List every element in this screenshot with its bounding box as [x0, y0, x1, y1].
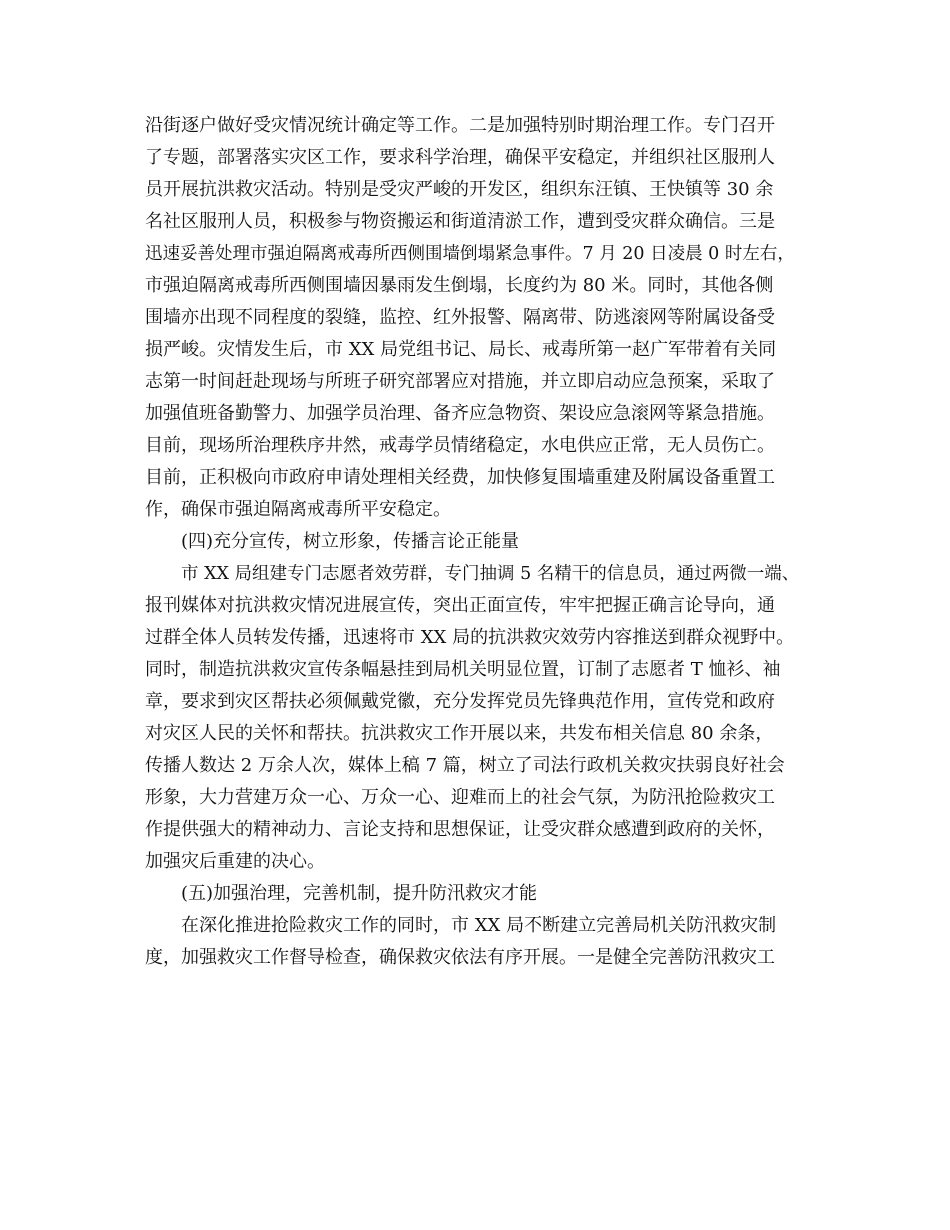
text-line: 章，要求到灾区帮扶必须佩戴党徽，充分发挥党员先锋典范作用，宣传党和政府 [145, 691, 775, 712]
text-line: 作，确保市强迫隔离戒毒所平安稳定。 [145, 499, 451, 520]
text-line: 名社区服刑人员，积极参与物资搬运和街道清淤工作，遭到受灾群众确信。三是 [145, 211, 775, 232]
text-line: 传播人数达 2 万余人次，媒体上稿 7 篇，树立了司法行政机关救灾扶弱良好社会 [145, 755, 785, 776]
text-line: 沿街逐户做好受灾情况统计确定等工作。二是加强特别时期治理工作。专门召开 [145, 115, 775, 136]
text-line: 对灾区人民的关怀和帮扶。抗洪救灾工作开展以来，共发布相关信息 80 余条， [145, 723, 774, 744]
text-line: 了专题，部署落实灾区工作，要求科学治理，确保平安稳定，并组织社区服刑人 [145, 147, 775, 168]
text-line: 形象，大力营建万众一心、万众一心、迎难而上的社会气氛，为防汛抢险救灾工 [145, 787, 775, 808]
text-line: 围墙亦出现不同程度的裂缝，监控、红外报警、隔离带、防逃滚网等附属设备受 [145, 307, 775, 328]
text-line: 志第一时间赶赴现场与所班子研究部署应对措施，并立即启动应急预案，采取了 [145, 371, 775, 392]
document-body [145, 110, 810, 974]
paragraph-first-line: 在深化推进抢险救灾工作的同时，市 XX 局不断建立完善局机关防汛救灾制 [181, 915, 777, 936]
text-line: 迅速妥善处理市强迫隔离戒毒所西侧围墙倒塌紧急事件。7 月 20 日凌晨 0 时左右， [145, 244, 795, 264]
text-line: 加强灾后重建的决心。 [145, 851, 325, 872]
text-line: 市强迫隔离戒毒所西侧围墙因暴雨发生倒塌，长度约为 80 米。同时，其他各侧 [145, 275, 774, 296]
text-line: 过群全体人员转发传播，迅速将市 XX 局的抗洪救灾效劳内容推送到群众视野中。 [145, 627, 795, 648]
text-line: 目前，现场所治理秩序井然，戒毒学员情绪稳定，水电供应正常，无人员伤亡。 [145, 435, 775, 456]
text-line: 加强值班备勤警力、加强学员治理、备齐应急物资、架设应急滚网等紧急措施。 [145, 403, 775, 424]
text-line: 目前，正积极向市政府申请处理相关经费，加快修复围墙重建及附属设备重置工 [145, 467, 775, 488]
text-line: 作提供强大的精神动力、言论支持和思想保证，让受灾群众感遭到政府的关怀， [145, 819, 775, 840]
section-heading-5: (五)加强治理，完善机制，提升防汛救灾才能 [181, 883, 538, 904]
text-line: 员开展抗洪救灾活动。特别是受灾严峻的开发区，组织东汪镇、王快镇等 30 余 [145, 179, 774, 200]
paragraph-first-line: 市 XX 局组建专门志愿者效劳群，专门抽调 5 名精干的信息员，通过两微一端、 [181, 564, 800, 584]
text-line: 损严峻。灾情发生后，市 XX 局党组书记、局长、戒毒所第一赵广军带着有关同 [145, 339, 777, 360]
text-line: 同时，制造抗洪救灾宣传条幅悬挂到局机关明显位置，订制了志愿者 T 恤衫、袖 [145, 659, 781, 680]
section-heading-4: (四)充分宣传，树立形象，传播言论正能量 [181, 531, 520, 552]
text-line: 报刊媒体对抗洪救灾情况进展宣传，突出正面宣传，牢牢把握正确言论导向，通 [145, 595, 775, 616]
text-line: 度，加强救灾工作督导检查，确保救灾依法有序开展。一是健全完善防汛救灾工 [145, 947, 775, 968]
